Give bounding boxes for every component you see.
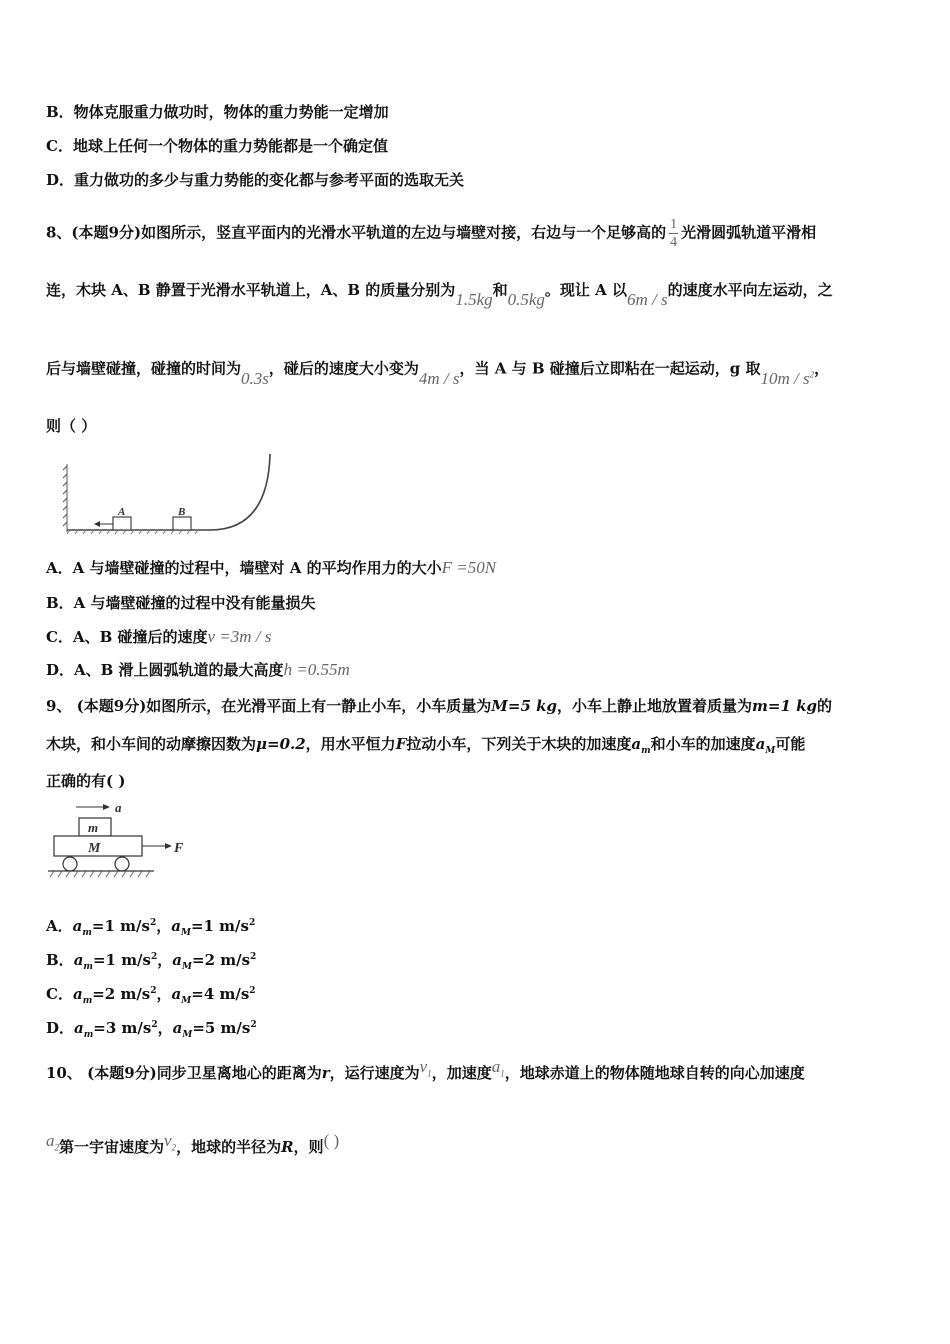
block-b — [173, 517, 191, 530]
mass-b: 0.5kg — [507, 290, 545, 309]
track-curve — [67, 454, 270, 530]
q7-option-b: B．物体克服重力做功时，物体的重力势能一定增加 — [46, 103, 389, 121]
left-wheel — [63, 857, 77, 871]
q8-option-d: D．A、B 滑上圆弧轨道的最大高度h =0.55m — [46, 660, 350, 679]
a2-symbol: $a_2$ — [46, 1131, 59, 1153]
v2-symbol: $v_2$ — [164, 1131, 177, 1153]
q7-option-d: D．重力做功的多少与重力势能的变化都与参考平面的选取无关 — [46, 171, 465, 189]
q9-stem-line2: 木块，和小车间的动摩擦因数为μ=0.2，用水平恒力F拉动小车，下列关于木块的加速度$a_m$和小车的加速度$a_M$可能 — [46, 735, 806, 756]
cart-figure — [46, 798, 191, 886]
q8-stem-line1: 8、(本题9分)如图所示，竖直平面内的光滑水平轨道的左边与墙壁对接，右边与一个足够高的 $\frac{1}{4}$ 光滑圆弧轨道平滑相 — [46, 217, 817, 250]
initial-speed: 6m / s — [627, 290, 668, 309]
q10-stem-line2: $a_2$第一宇宙速度为$v_2$，地球的半径为R，则( ) — [46, 1131, 340, 1156]
v1-symbol: $v_1$ — [419, 1057, 432, 1079]
q9-stem-line3: 正确的有( ) — [46, 772, 126, 790]
block-a — [113, 517, 131, 530]
acceleration-label: a — [115, 800, 122, 815]
q9-option-c: C．$a_m=2$ $m/s^2$，$a_M=4$ $m/s^2$ — [46, 985, 256, 1006]
rebound-speed: 4m / s — [418, 368, 460, 388]
q10-stem-line1: 10、 (本题9分)同步卫星离地心的距离为r，运行速度为$v_1$，加速度$a_1$，地球赤道上的物体随地球自转的向心加速度 — [46, 1057, 805, 1082]
q8-stem-line3: 后与墙壁碰撞，碰撞的时间为0.3s，碰后的速度大小变为4m / s，当 A 与 B 碰撞后立即粘在一起运动，g 取$10m / s^2$， — [46, 359, 830, 388]
answer-paren: ( ) — [323, 1131, 340, 1150]
wall-hatch — [63, 464, 67, 532]
q9-option-d: D．$a_m=3$ $m/s^2$，$a_M=5$ $m/s^2$ — [46, 1019, 257, 1040]
cart-label: M — [88, 841, 101, 856]
q9-option-b: B．$a_m=1$ $m/s^2$，$a_M=2$ $m/s^2$ — [46, 951, 257, 972]
a1-symbol: $a_1$ — [491, 1057, 505, 1079]
q8-option-a: A．A 与墙壁碰撞的过程中，墙壁对 A 的平均作用力的大小F =50N — [46, 558, 497, 577]
quarter-fraction: $\frac{1}{4}$ — [670, 217, 678, 250]
height-value: h =0.55m — [283, 660, 350, 679]
q8-option-b: B．A 与墙壁碰撞的过程中没有能量损失 — [46, 594, 316, 612]
mass-a: 1.5kg — [455, 290, 493, 309]
q8-stem-line2: 连，木块 A、B 静置于光滑水平轨道上，A、B 的质量分别为1.5kg和0.5kg。现让 A 以6m / s的速度水平向左运动，之 — [46, 281, 833, 309]
arrow-head-icon — [94, 521, 100, 527]
gravity-value: $10m / s^2$ — [760, 368, 815, 388]
q8-option-c: C．A、B 碰撞后的速度v =3m / s — [46, 627, 272, 646]
q8-stem-line4: 则（ ） — [46, 417, 97, 435]
block-a-label: A — [118, 506, 126, 518]
track-figure — [60, 450, 280, 538]
arrow-head-icon — [165, 843, 172, 849]
block-b-label: B — [178, 506, 186, 518]
force-label: F — [174, 841, 184, 856]
block-m-label: m — [88, 820, 99, 835]
q7-option-c: C．地球上任何一个物体的重力势能都是一个确定值 — [46, 137, 388, 155]
force-value: F =50N — [441, 558, 497, 577]
q9-option-a: A．$a_m=1$ $m/s^2$，$a_M=1$ $m/s^2$ — [46, 917, 256, 938]
ground-hatch — [50, 871, 150, 877]
collision-time: 0.3s — [241, 368, 269, 388]
q9-stem-line1: 9、 (本题9分)如图所示，在光滑平面上有一静止小车，小车质量为M=5 kg，小车上静止地放置着质量为m=1 kg的 — [46, 697, 833, 715]
speed-value: v =3m / s — [207, 627, 272, 646]
right-wheel — [115, 857, 129, 871]
arrow-head-icon — [103, 804, 110, 810]
